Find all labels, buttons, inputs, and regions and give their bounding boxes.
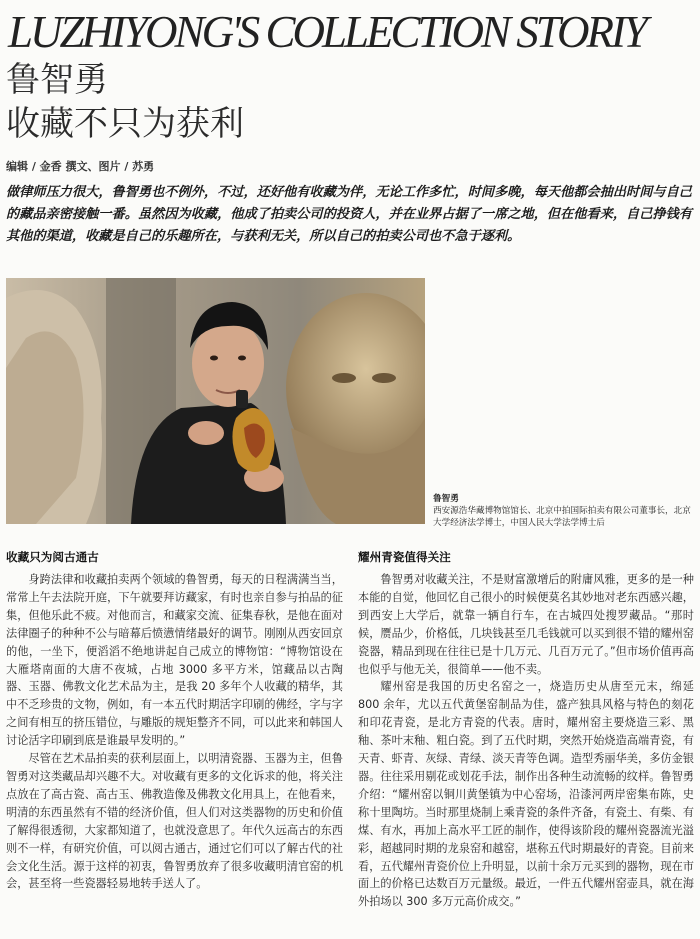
english-title: LUZHIYONG'S COLLECTION STORIY bbox=[8, 7, 645, 57]
caption-name: 鲁智勇 bbox=[433, 494, 459, 504]
left-column-heading: 收藏只为阅古通古 bbox=[6, 550, 99, 564]
photo-caption bbox=[433, 493, 698, 529]
portrait-photo bbox=[6, 278, 425, 524]
left-paragraph: 尽管在艺术品拍卖的获利层面上，以明清瓷器、玉器为主，但鲁智勇对这类藏品却兴趣不大。对收藏有更多的文化诉求的他，将关注点放在了高古瓷、高古玉、佛教造像及佛教文化用具上，在他看来，明清的东西虽然有不错的经济价值，但人们对这类器物的历史和价值了解得很透彻，大家都知道了，也就没意思了。年代久远高古的东西则不一样，有研究价值，可以阅古通古，通过它们可以了解古代的社会文化生活。源于这样的初衷，鲁智勇放弃了很多收藏明清官窑的机会，甚至将一些瓷器轻易地转手送人了。 bbox=[6, 752, 343, 891]
left-paragraph: 身跨法律和收藏拍卖两个领域的鲁智勇，每天的日程满满当当，常常上午去法院开庭，下午就要拜访藏家，有时也亲自参与拍品的征集，但他乐此不疲。对他而言，和藏家交流、征集春秋，是他在面对法律圈子的种种不公与暗幕后愤懑情绪最好的调节。刚刚从西安回京的他，一坐下，便滔滔不绝地讲起自己成立的博物馆：“博物馆设在大雁塔南面的大唐不夜城，占地 3000 多平方米，馆藏品以古陶器、玉器、佛教文化艺术品为主，是我 20 多年个人收藏的精华，其中不乏珍贵的文物，例如，有一本五代时期活字印刷的佛经，字与字之间有相互的挤压错位，与雕版的规矩整齐不同，可以此来和韩国人讨论活字印刷到底是谁最早发明的。” bbox=[6, 573, 343, 748]
byline: 编辑 / 金香 撰文、图片 / 苏勇 bbox=[6, 160, 155, 173]
right-paragraph: 耀州窑是我国的历史名窑之一，烧造历史从唐至元末，绵延 800 余年，尤以五代黄堡窑制品为佳，盛产独具风格与特色的刻花和印花青瓷，是北方青瓷的代表。唐时，耀州窑主要烧造三彩、黑釉、茶叶末釉、粗白瓷。到了五代时期，突然开始烧造高端青瓷，有天青、虾青、灰绿、青绿、淡天青等色调。造型秀丽华美，多仿金银器。往往采用剔花或划花手法，制作出各种生动流畅的纹样。鲁智勇介绍：“耀州窑以铜川黄堡镇为中心窑场，沿漆河两岸密集布陈，史称十里陶坊。当时那里烧制上乘青瓷的条件齐备，有瓷土、有柴、有煤、有水，再加上高水平工匠的制作，使得该阶段的耀州瓷器流光溢彩，超越同时期的龙泉窑和越窑，堪称五代时期最好的青瓷。目前来看，五代耀州青瓷价位上升明显，以前十余万元买到的器物，现在市面上的价格已达数百万元量级。最近，一件五代耀州窑壶具，就在海外拍场以 300 多万元高价成交。” bbox=[358, 680, 694, 909]
chinese-title bbox=[6, 58, 406, 146]
right-paragraph: 鲁智勇对收藏关注，不是财富激增后的附庸风雅，更多的是一种本能的自觉，他回忆自己很小的时候便莫名其妙地对老东西感兴趣，到西安上大学后，就靠一辆自行车，在古城四处搜罗藏品。“那时候，赝品少，价格低，几块钱甚至几毛钱就可以买到很不错的耀州窑瓷器，精品到现在往往已是十几万元、几百万元了。”但市场价值再高也似乎与他无关，很简单——他不卖。 bbox=[358, 573, 694, 676]
right-column bbox=[358, 549, 694, 911]
left-column bbox=[6, 549, 343, 893]
chinese-title-line2: 收藏不只为获利 bbox=[6, 104, 244, 144]
right-column-heading: 耀州青瓷值得关注 bbox=[358, 550, 451, 564]
caption-text: 西安源浩华藏博物馆馆长、北京中拍国际拍卖有限公司董事长，北京大学经济法学博士，中国人民大学法学博士后 bbox=[433, 506, 691, 528]
chinese-title-line1: 鲁智勇 bbox=[6, 60, 108, 100]
photo-illustration bbox=[6, 278, 425, 524]
lead-paragraph: 做律师压力很大，鲁智勇也不例外，不过，还好他有收藏为伴，无论工作多忙，时间多晚，每天他都会抽出时间与自己的藏品亲密接触一番。虽然因为收藏，他成了拍卖公司的投资人，并在业界占据了一席之地，但在他看来，自己挣钱有其他的渠道，收藏是自己的乐趣所在，与获利无关，所以自己的拍卖公司也不急于逐利。 bbox=[6, 185, 692, 244]
